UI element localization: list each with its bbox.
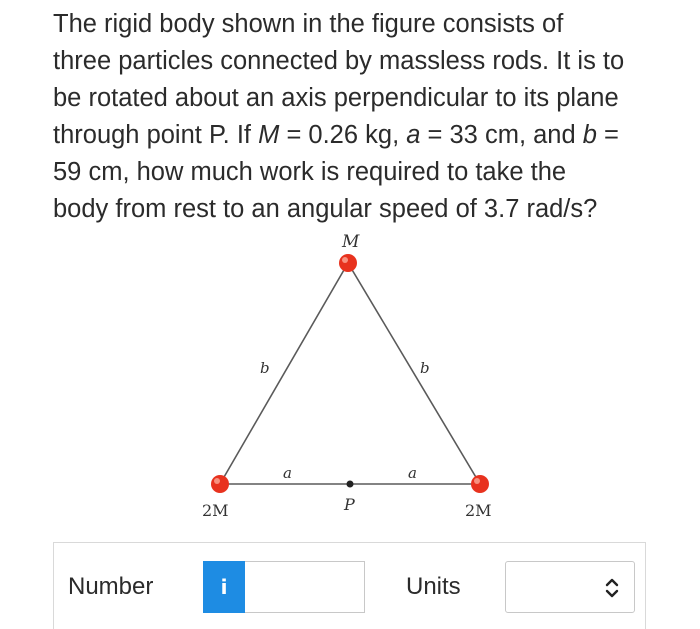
number-input[interactable] xyxy=(245,561,365,613)
particle-top-highlight xyxy=(342,257,348,263)
eq-a: = 33 cm, and xyxy=(420,121,583,149)
particle-right-highlight xyxy=(474,478,480,484)
updown-chevron-icon xyxy=(604,575,620,601)
number-label: Number xyxy=(68,573,154,600)
question-line-2: three particles connected by massless rods. It is to xyxy=(53,47,625,75)
label-right-base: a xyxy=(408,464,417,482)
info-button[interactable] xyxy=(203,561,245,613)
particle-top xyxy=(339,254,357,272)
question-line-3: be rotated about an axis perpendicular to its plane xyxy=(53,84,619,112)
var-b: b xyxy=(582,121,597,149)
var-a: a xyxy=(406,121,421,149)
rigid-body-diagram xyxy=(180,228,520,528)
info-icon: i xyxy=(220,575,228,599)
particle-left-highlight xyxy=(214,478,220,484)
question-text xyxy=(53,6,663,228)
label-left-mass: 2M xyxy=(202,501,229,520)
question-line-1: The rigid body shown in the figure consists of xyxy=(53,10,564,38)
label-top-mass: M xyxy=(342,232,360,252)
var-M: M xyxy=(258,121,280,149)
question-line-4 xyxy=(53,117,663,154)
question-line-6: body from rest to an angular speed of 3.7 rad/s? xyxy=(53,195,598,223)
label-pivot: P xyxy=(344,495,355,514)
question-line-5: 59 cm, how much work is required to take the xyxy=(53,158,567,186)
label-right-mass: 2M xyxy=(465,501,492,520)
question-line-4-prefix: through point P. If xyxy=(53,121,259,149)
label-left-base: a xyxy=(283,464,292,482)
units-label: Units xyxy=(406,573,461,600)
particle-right xyxy=(471,475,489,493)
eq-b: = xyxy=(596,121,619,149)
units-select[interactable] xyxy=(505,561,635,613)
label-right-rod: b xyxy=(420,359,430,377)
pivot-point xyxy=(347,481,354,488)
label-left-rod: b xyxy=(260,359,270,377)
eq-M: = 0.26 kg, xyxy=(279,121,407,149)
rod-left xyxy=(220,263,348,484)
rigid-body-figure xyxy=(180,228,520,528)
answer-panel xyxy=(53,542,646,629)
particle-left xyxy=(211,475,229,493)
rod-right xyxy=(348,263,480,484)
